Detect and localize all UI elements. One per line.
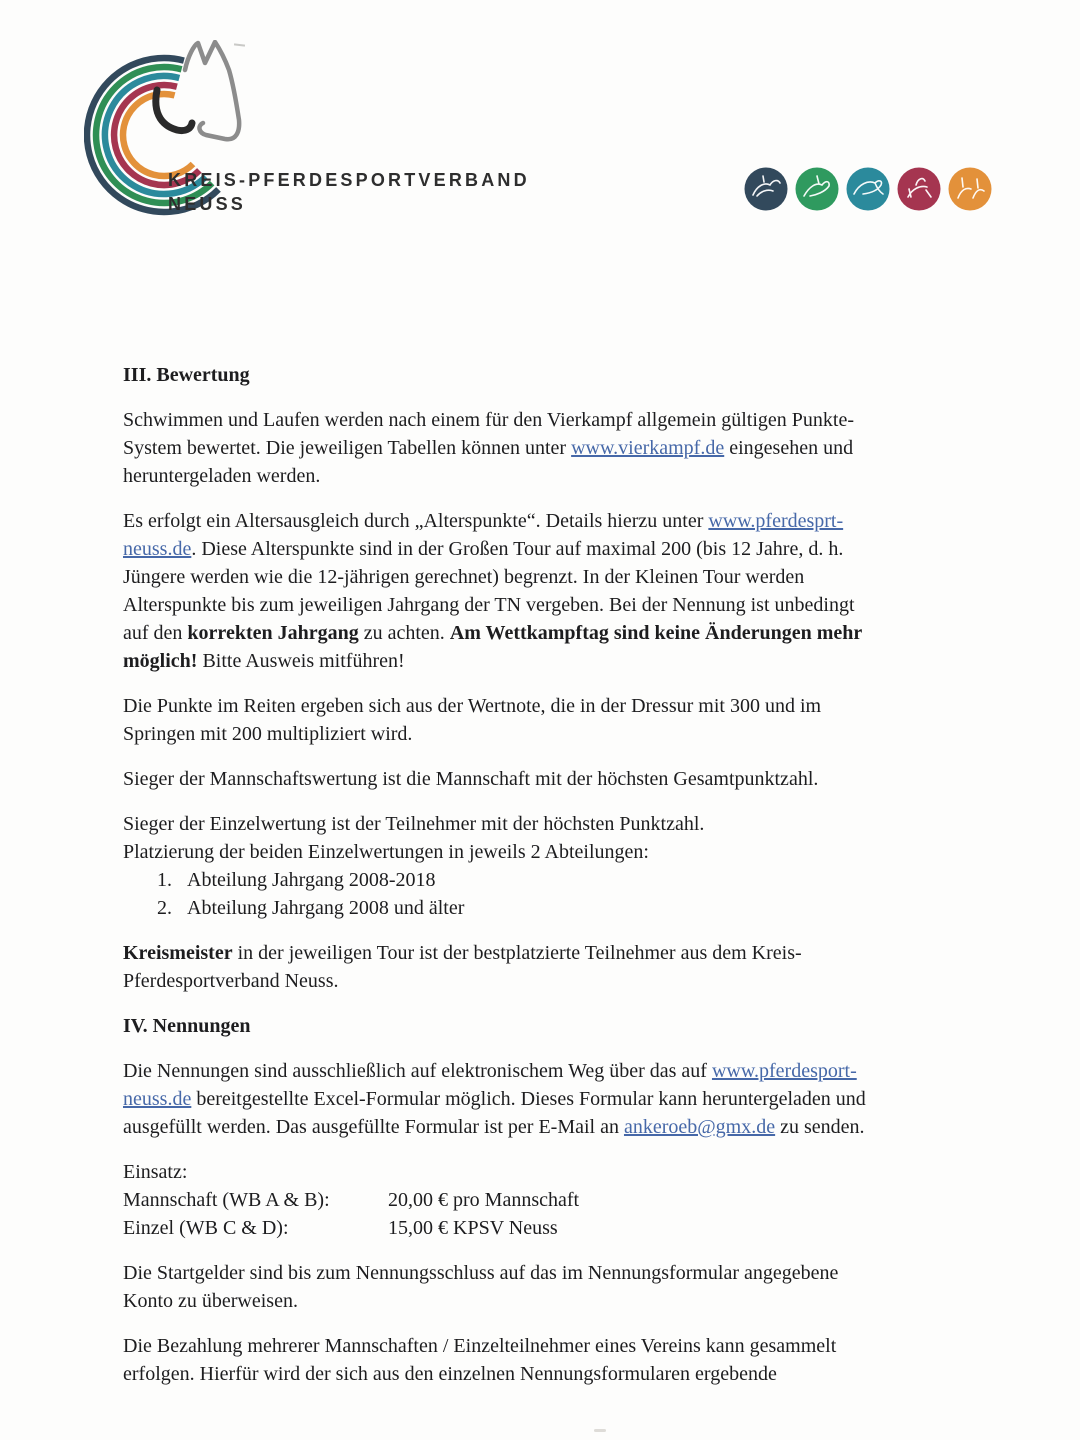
hyperlink[interactable]: ankeroeb@gmx.de: [623, 1116, 776, 1138]
text-run: zu senden.: [775, 1116, 865, 1138]
text-line: [123, 1332, 963, 1360]
scan-artifact: [594, 1429, 606, 1432]
text-run: Sieger der Einzelwertung ist der Teilnehmer mit der höchsten Punktzahl.: [123, 813, 705, 835]
fee-block: [123, 1158, 963, 1242]
text-line: [123, 1057, 963, 1085]
text-run: Alterspunkte bis zum jeweiligen Jahrgang der TN vergeben. Bei der Nennung ist unbedingt: [123, 594, 855, 616]
logo-org-city: NEUSS: [168, 194, 247, 214]
text-line: [123, 535, 963, 563]
text-line: [123, 619, 963, 647]
text-line: [123, 810, 963, 838]
list-number: 1.: [157, 869, 172, 891]
fee-row: [123, 1186, 963, 1214]
text-line: [123, 692, 963, 720]
text-run: auf den: [123, 622, 188, 644]
paragraph: [123, 692, 963, 748]
fee-value: 20,00 € pro Mannschaft: [388, 1189, 580, 1211]
text-run: Konto zu überweisen.: [123, 1290, 298, 1312]
list-item: [123, 894, 963, 922]
list-text: Abteilung Jahrgang 2008-2018: [187, 869, 436, 891]
text-run: Die Bezahlung mehrerer Mannschaften / Einzelteilnehmer eines Vereins kann gesammelt: [123, 1335, 837, 1357]
text-line: [123, 1360, 963, 1388]
text-line: [123, 939, 963, 967]
hyperlink[interactable]: neuss.de: [123, 1088, 192, 1110]
driving-pictogram-icon: [744, 167, 788, 211]
text-run: Schwimmen und Laufen werden nach einem für den Vierkampf allgemein gültigen Punkte-: [123, 409, 854, 431]
eventing-pictogram-icon: [897, 167, 941, 211]
hyperlink[interactable]: www.vierkampf.de: [571, 437, 725, 459]
paragraph: [123, 1057, 963, 1141]
paragraph: [123, 939, 963, 995]
text-run: . Diese Alterspunkte sind in der Großen Tour auf maximal 200 (bis 12 Jahre, d. h.: [191, 538, 844, 560]
text-run: Sieger der Mannschaftswertung ist die Mannschaft mit der höchsten Gesamtpunktzahl.: [123, 768, 819, 790]
text-run: Es erfolgt ein Altersausgleich durch „Alterspunkte“. Details hierzu unter: [123, 510, 709, 532]
hyperlink[interactable]: www.pferdesport-: [711, 1060, 857, 1082]
text-run: Bitte Ausweis mitführen!: [197, 650, 405, 672]
fee-intro: Einsatz:: [123, 1161, 188, 1183]
bold-text: Kreismeister: [123, 942, 233, 964]
text-line: [123, 720, 963, 748]
paragraph: [123, 1332, 963, 1388]
text-run: ausgefüllt werden. Das ausgefüllte Formular ist per E-Mail an: [123, 1116, 624, 1138]
text-run: Platzierung der beiden Einzelwertungen in jeweils 2 Abteilungen:: [123, 841, 649, 863]
list-item: [123, 866, 963, 894]
text-line: [123, 1085, 963, 1113]
bold-text: möglich!: [123, 650, 198, 672]
dressage-pictogram-icon: [795, 167, 839, 211]
fee-label: Einzel (WB C & D):: [123, 1217, 289, 1239]
logo-wordmark: [168, 168, 530, 216]
text-run: Jüngere werden wie die 12-jährigen gerechnet) begrenzt. In der Kleinen Tour werden: [123, 566, 805, 588]
paragraph: [123, 765, 963, 793]
bold-text: korrekten Jahrgang: [187, 622, 359, 644]
fee-label: Mannschaft (WB A & B):: [123, 1189, 330, 1211]
jumping-pictogram-icon: [846, 167, 890, 211]
paragraph: [123, 406, 963, 490]
list-text: Abteilung Jahrgang 2008 und älter: [187, 897, 465, 919]
text-run: Pferdesportverband Neuss.: [123, 970, 339, 992]
list-number: 2.: [157, 897, 172, 919]
ordered-list: [123, 866, 963, 922]
text-run: zu achten.: [358, 622, 450, 644]
logo-org-name: KREIS-PFERDESPORTVERBAND: [168, 170, 530, 190]
vaulting-pictogram-icon: [948, 167, 992, 211]
text-line: [123, 1259, 963, 1287]
text-line: [123, 563, 963, 591]
section-heading-bewertung: III. Bewertung: [123, 364, 250, 386]
text-line: [123, 434, 963, 462]
text-line: [123, 765, 963, 793]
text-line: [123, 1113, 963, 1141]
bold-text: Am Wettkampftag sind keine Änderungen mehr: [449, 622, 863, 644]
paragraph: [123, 507, 963, 675]
text-line: [123, 647, 963, 675]
hyperlink[interactable]: www.pferdesprt-: [708, 510, 844, 532]
text-line: [123, 967, 963, 995]
text-line: [123, 462, 963, 490]
text-line: [123, 838, 963, 866]
text-run: Die Startgelder sind bis zum Nennungsschluss auf das im Nennungsformular angegebene: [123, 1262, 839, 1284]
text-line: [123, 591, 963, 619]
hyperlink[interactable]: neuss.de: [123, 538, 192, 560]
text-run: Die Punkte im Reiten ergeben sich aus der Wertnote, die in der Dressur mit 300 und im: [123, 695, 822, 717]
fee-value: 15,00 € KPSV Neuss: [388, 1217, 558, 1239]
text-run: bereitgestellte Excel-Formular möglich. Dieses Formular kann heruntergeladen und: [191, 1088, 866, 1110]
paragraph: [123, 810, 963, 866]
text-run: Springen mit 200 multipliziert wird.: [123, 723, 413, 745]
section-heading-nennungen: IV. Nennungen: [123, 1015, 251, 1037]
text-run: erfolgen. Hierfür wird der sich aus den einzelnen Nennungsformularen ergebende: [123, 1363, 777, 1385]
document-body: [123, 361, 963, 1405]
paragraph: [123, 1259, 963, 1315]
text-run: in der jeweiligen Tour ist der bestplatzierte Teilnehmer aus dem Kreis-: [232, 942, 802, 964]
text-run: heruntergeladen werden.: [123, 465, 321, 487]
text-run: System bewertet. Die jeweiligen Tabellen können unter: [123, 437, 572, 459]
text-run: eingesehen und: [724, 437, 854, 459]
fee-row: [123, 1214, 963, 1242]
discipline-icons: [744, 167, 992, 211]
text-line: [123, 406, 963, 434]
text-line: [123, 507, 963, 535]
text-run: Die Nennungen sind ausschließlich auf elektronischem Weg über das auf: [123, 1060, 712, 1082]
text-line: [123, 1287, 963, 1315]
